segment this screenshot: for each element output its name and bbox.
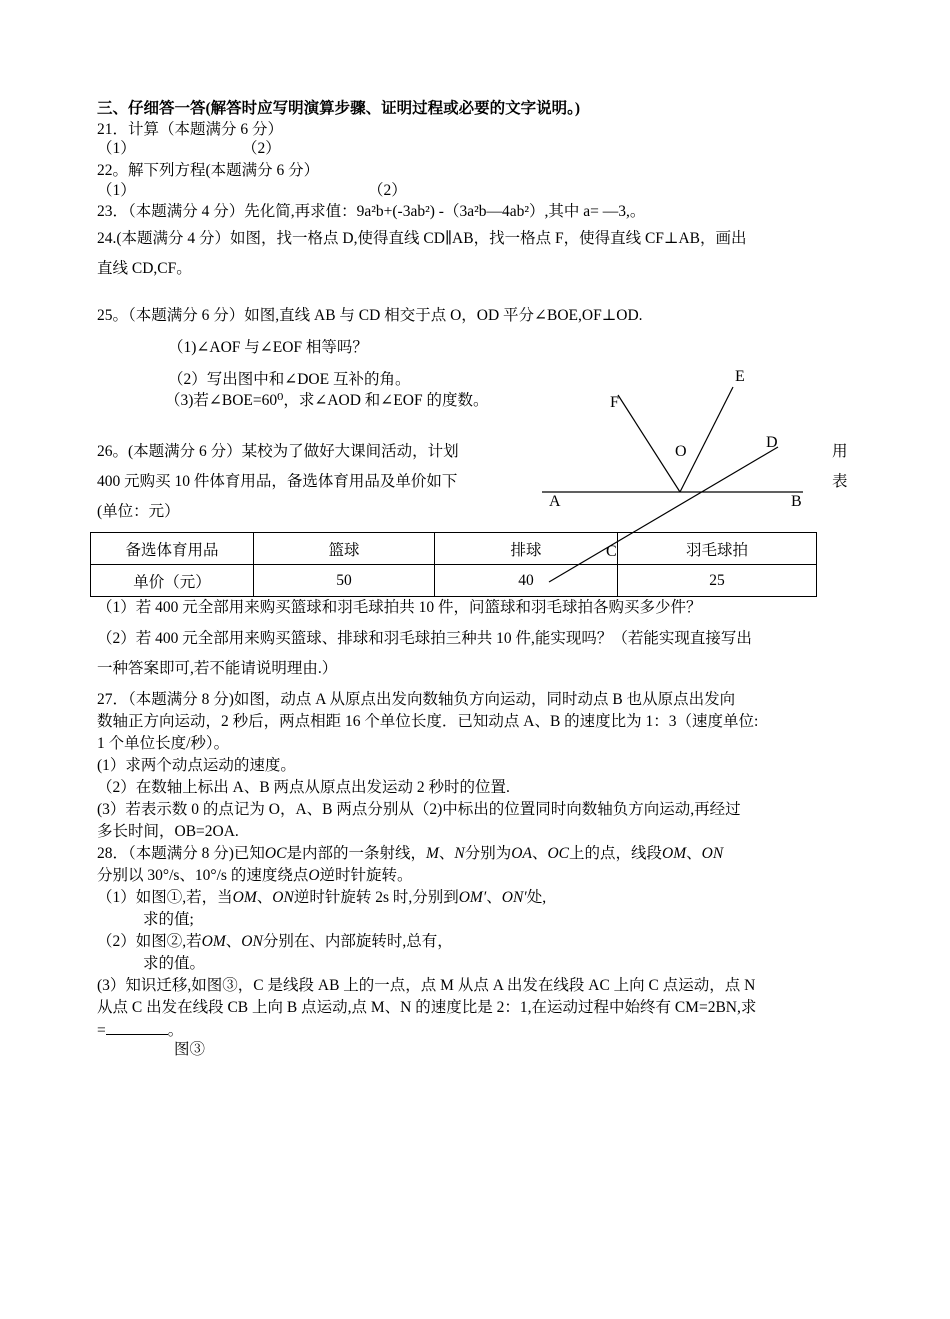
table-cell: 40 (435, 565, 618, 597)
q26-line2: 400 元购买 10 件体育用品，备选体育用品及单价如下 (97, 473, 458, 490)
q26-line1-end: 用 (832, 443, 848, 460)
q28-line3 (97, 888, 546, 908)
var-om: OM (232, 889, 257, 906)
q26-line2-end: 表 (832, 473, 848, 490)
q28-text: 分别在、内部旋转时,总有， (262, 933, 453, 950)
section-title: 三、仔细答一答(解答时应写明演算步骤、证明过程或必要的文字说明。) (97, 100, 581, 117)
q28-text: 上的点，线段 (569, 845, 663, 862)
label-o: O (675, 443, 687, 460)
q28-line6: 求的值。 (143, 955, 206, 972)
table-header-cell: 排球 (435, 533, 618, 565)
q22-part1: （1） (97, 182, 136, 199)
label-d: D (766, 434, 778, 451)
q27-line4: (1）求两个动点运动的速度。 (97, 757, 296, 774)
q28-text: 逆时针旋转 2s 时,分别到 (293, 889, 459, 906)
q28-text: 分别以 30°/s、10°/s 的速度绕点 (97, 867, 309, 884)
var-o: O (308, 867, 320, 884)
q28-line1 (97, 844, 723, 864)
q28-text: 、 (225, 933, 242, 950)
q28-line8: 从点 C 出发在线段 CB 上向 B 点运动,点 M、N 的速度比是 2：1,在运动过程中始终有 CM=2BN,求 (97, 999, 757, 1016)
var-on: ON (701, 845, 724, 862)
label-e: E (735, 368, 745, 385)
q28-text: 。 (167, 1022, 184, 1039)
ray-of (618, 395, 680, 492)
var-on: ON (241, 933, 263, 950)
var-om: OM (201, 933, 226, 950)
var-om-prime: OM′ (458, 889, 487, 906)
q24-line2: 直线 CD,CF。 (97, 260, 192, 277)
var-oc: OC (547, 845, 570, 862)
q28-text: 是内部的一条射线， (286, 845, 426, 862)
q21-part1: （1） (97, 140, 136, 157)
q22-stem: 22。解下列方程(本题满分 6 分） (97, 162, 320, 179)
q26-sub1: （1）若 400 元全部用来购买篮球和羽毛球拍共 10 件，问篮球和羽毛球拍各购买多少件？ (97, 599, 702, 616)
table-header-cell: 篮球 (254, 533, 435, 565)
q28-text: 、 (256, 889, 273, 906)
figure-3-caption: 图③ (174, 1041, 206, 1058)
q27-line7: 多长时间，OB=2OA. (97, 823, 239, 840)
q28-text: 、 (531, 845, 548, 862)
q23-text: 23．（本题满分 4 分）先化简,再求值：9a²b+(-3ab²) -（3a²b—4ab²）,其中 a= —3,。 (97, 203, 646, 220)
q25-sub1: （1)∠AOF 与∠EOF 相等吗？ (168, 339, 368, 356)
q28-line9 (97, 1020, 183, 1041)
q27-line6: (3）若表示数 0 的点记为 O，A、B 两点分别从（2)中标出的位置同时向数轴负方向运动,再经过 (97, 801, 741, 818)
q26-sub2-line2: 一种答案即可,若不能请说明理由.） (97, 660, 338, 677)
q22-part2: （2） (368, 182, 407, 199)
var-oc: OC (264, 845, 287, 862)
q27-line2: 数轴正方向运动，2 秒后，两点相距 16 个单位长度．已知动点 A、B 的速度比为 1：3（速度单位: (97, 713, 759, 730)
q28-text: 、 (438, 845, 455, 862)
q26-line1: 26。(本题满分 6 分）某校为了做好大课间活动，计划 (97, 443, 459, 460)
q21-stem: 21．计算（本题满分 6 分） (97, 121, 284, 138)
q28-text: 处, (526, 889, 547, 906)
q28-text: 、 (486, 889, 502, 906)
q28-line5 (97, 932, 453, 952)
table-cell: 单价（元） (91, 565, 254, 597)
q27-line1: 27．（本题满分 8 分)如图，动点 A 从原点出发向数轴负方向运动，同时动点 B 也从原点出发向 (97, 691, 736, 708)
q26-line3: (单位：元） (97, 503, 180, 520)
var-oa: OA (511, 845, 532, 862)
table-cell: 25 (618, 565, 817, 597)
q28-text: 28．（本题满分 8 分)已知 (97, 845, 265, 862)
q28-text: 、 (686, 845, 702, 862)
label-a: A (549, 493, 561, 510)
label-c: C (606, 543, 617, 560)
q28-text: （1）如图①,若，当 (97, 889, 233, 906)
q27-line5: （2）在数轴上标出 A、B 两点从原点出发运动 2 秒时的位置. (97, 779, 510, 796)
table-header-cell: 羽毛球拍 (618, 533, 817, 565)
q28-text: 逆时针旋转。 (319, 867, 413, 884)
q27-line3: 1 个单位长度/秒）。 (97, 735, 230, 752)
var-on: ON (272, 889, 294, 906)
ray-oe (680, 387, 733, 492)
q28-line2 (97, 866, 413, 886)
q25-sub3: （3)若∠BOE=60⁰，求∠AOD 和∠EOF 的度数。 (165, 392, 489, 409)
label-b: B (791, 493, 802, 510)
answer-blank (106, 1020, 168, 1035)
q28-text: （2）如图②,若 (97, 933, 202, 950)
var-m: M (425, 845, 439, 862)
table-cell: 50 (254, 565, 435, 597)
var-n: N (454, 845, 465, 862)
q28-line4: 求的值; (143, 911, 194, 928)
var-on-prime: ON′ (501, 889, 527, 906)
q28-text: 分别为 (464, 845, 512, 862)
label-f: F (610, 394, 619, 411)
q25-stem: 25。（本题满分 6 分）如图,直线 AB 与 CD 相交于点 O，OD 平分∠BOE,OF⊥OD. (97, 307, 643, 324)
table-header-cell: 备选体育用品 (91, 533, 254, 565)
var-om: OM (662, 845, 687, 862)
q21-part2: （2） (242, 140, 281, 157)
q25-sub2: （2）写出图中和∠DOE 互补的角。 (168, 371, 411, 388)
q24-line1: 24.(本题满分 4 分）如图，找一格点 D,使得直线 CD∥AB，找一格点 F，使得直线 CF⊥AB，画出 (97, 230, 747, 247)
q26-sub2-line1: （2）若 400 元全部用来购买篮球、排球和羽毛球拍三种共 10 件,能实现吗？（若能实现直接写出 (97, 630, 752, 647)
q28-line7: (3）知识迁移,如图③，C 是线段 AB 上的一点，点 M 从点 A 出发在线段 AC 上向 C 点运动，点 N (97, 977, 756, 994)
q28-text: = (97, 1022, 106, 1039)
